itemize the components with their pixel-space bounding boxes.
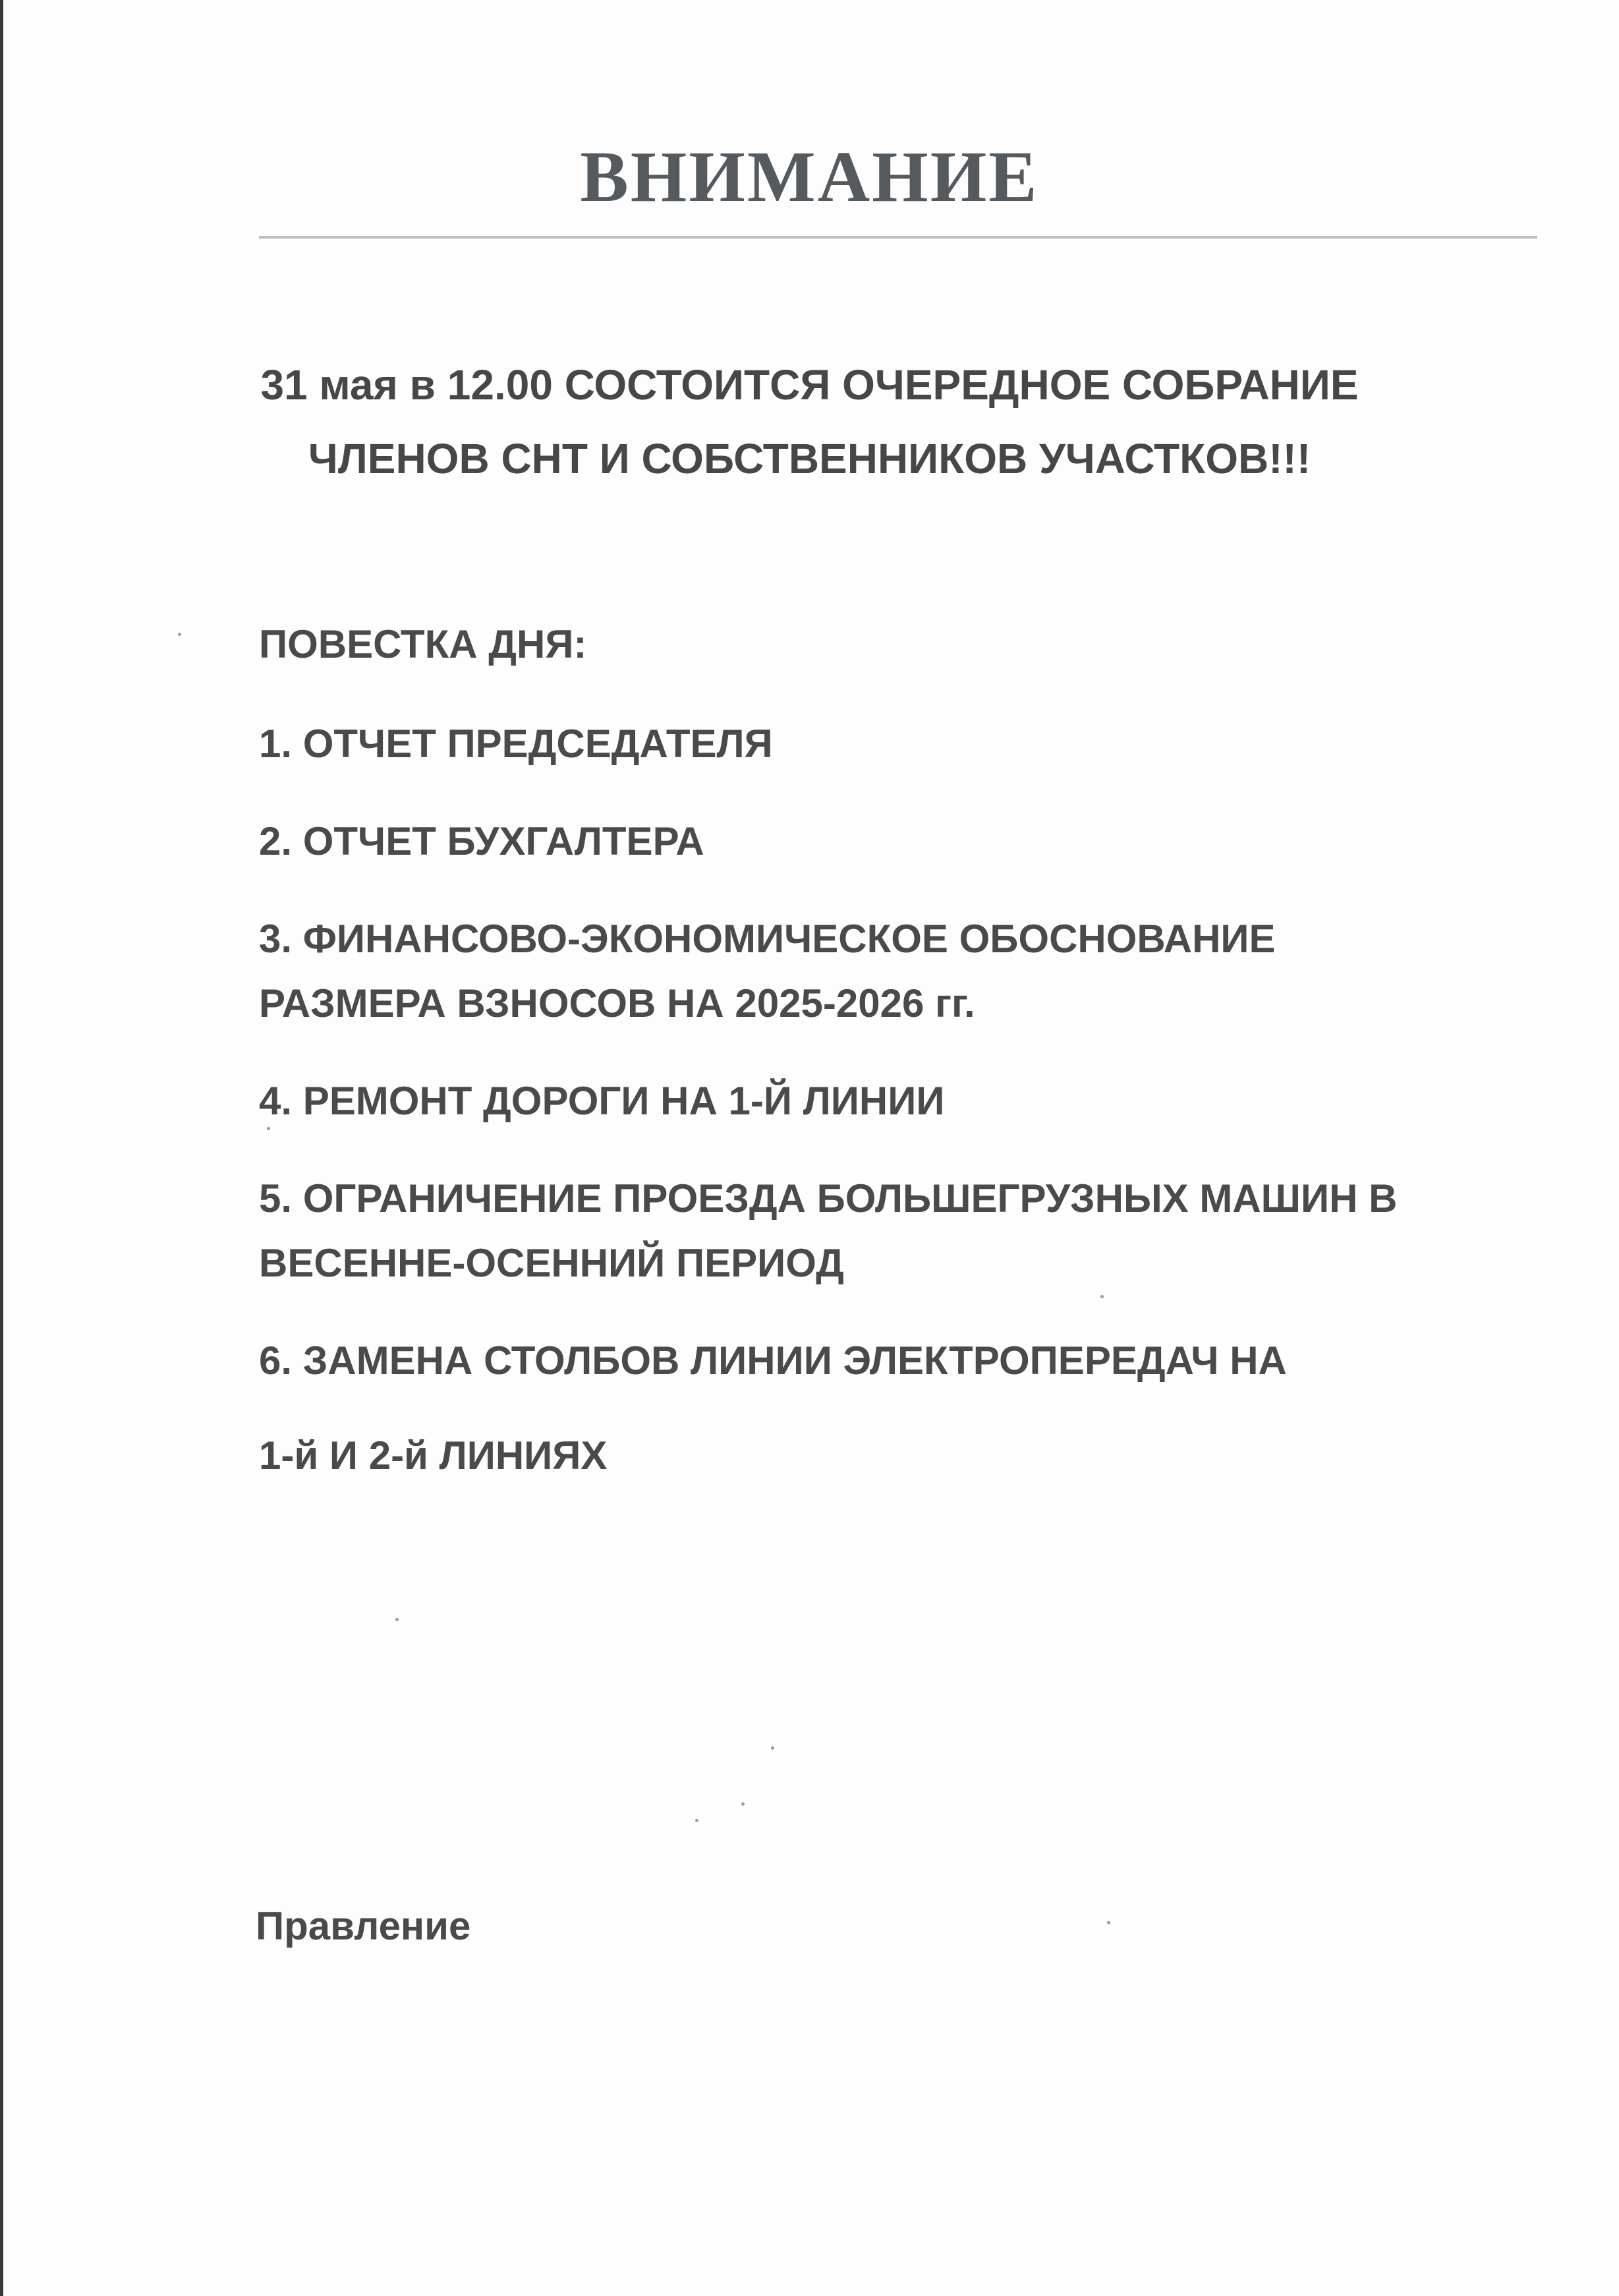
agenda-item-text: 5. ОГРАНИЧЕНИЕ ПРОЕЗДА БОЛЬШЕГРУЗНЫХ МАШИН В: [259, 1176, 1398, 1220]
meeting-announcement: [0, 348, 1619, 496]
scan-speck: [178, 633, 181, 636]
agenda-title: ПОВЕСТКА ДНЯ:: [259, 622, 587, 666]
signature-board: Правление: [256, 1904, 471, 1948]
scan-speck: [741, 1802, 745, 1806]
agenda-item-text: 6. ЗАМЕНА СТОЛБОВ ЛИНИИ ЭЛЕКТРОПЕРЕДАЧ НА: [259, 1338, 1287, 1383]
agenda-item-text: 1. ОТЧЕТ ПРЕДСЕДАТЕЛЯ: [259, 722, 773, 766]
scan-speck: [1107, 1921, 1110, 1924]
scan-speck: [395, 1618, 399, 1621]
agenda-item-continuation: РАЗМЕРА ВЗНОСОВ НА 2025-2026 гг.: [259, 981, 975, 1025]
scan-edge: [0, 0, 3, 2296]
agenda-item-4: [259, 1069, 1570, 1134]
agenda-item-text: 4. РЕМОНТ ДОРОГИ НА 1-Й ЛИНИИ: [259, 1079, 945, 1123]
agenda-item-1: [259, 712, 1570, 776]
scan-speck: [267, 1127, 270, 1130]
agenda-item-continuation: ВЕСЕННЕ-ОСЕННИЙ ПЕРИОД: [259, 1241, 844, 1285]
agenda-list: [259, 712, 1570, 1488]
announcement-line-1: 31 мая в 12.00 СОСТОИТСЯ ОЧЕРЕДНОЕ СОБРАНИЕ: [260, 361, 1359, 409]
agenda-item-text: 3. ФИНАНСОВО-ЭКОНОМИЧЕСКОЕ ОБОСНОВАНИЕ: [259, 917, 1276, 961]
heading-divider: [259, 236, 1537, 239]
agenda-item-5: [259, 1166, 1570, 1296]
announcement-line-2: ЧЛЕНОВ СНТ И СОБСТВЕННИКОВ УЧАСТКОВ!!!: [308, 435, 1311, 482]
agenda-section: [259, 621, 1570, 1488]
notice-heading: ВНИМАНИЕ: [580, 136, 1039, 217]
agenda-item-3: [259, 907, 1570, 1036]
scan-speck: [771, 1746, 774, 1750]
agenda-item-6: [259, 1329, 1570, 1488]
scan-speck: [1100, 1295, 1104, 1298]
agenda-item-continuation: 1-й И 2-й ЛИНИЯХ: [259, 1433, 608, 1478]
agenda-item-text: 2. ОТЧЕТ БУХГАЛТЕРА: [259, 819, 704, 863]
agenda-item-2: [259, 809, 1570, 874]
scan-speck: [695, 1819, 698, 1822]
